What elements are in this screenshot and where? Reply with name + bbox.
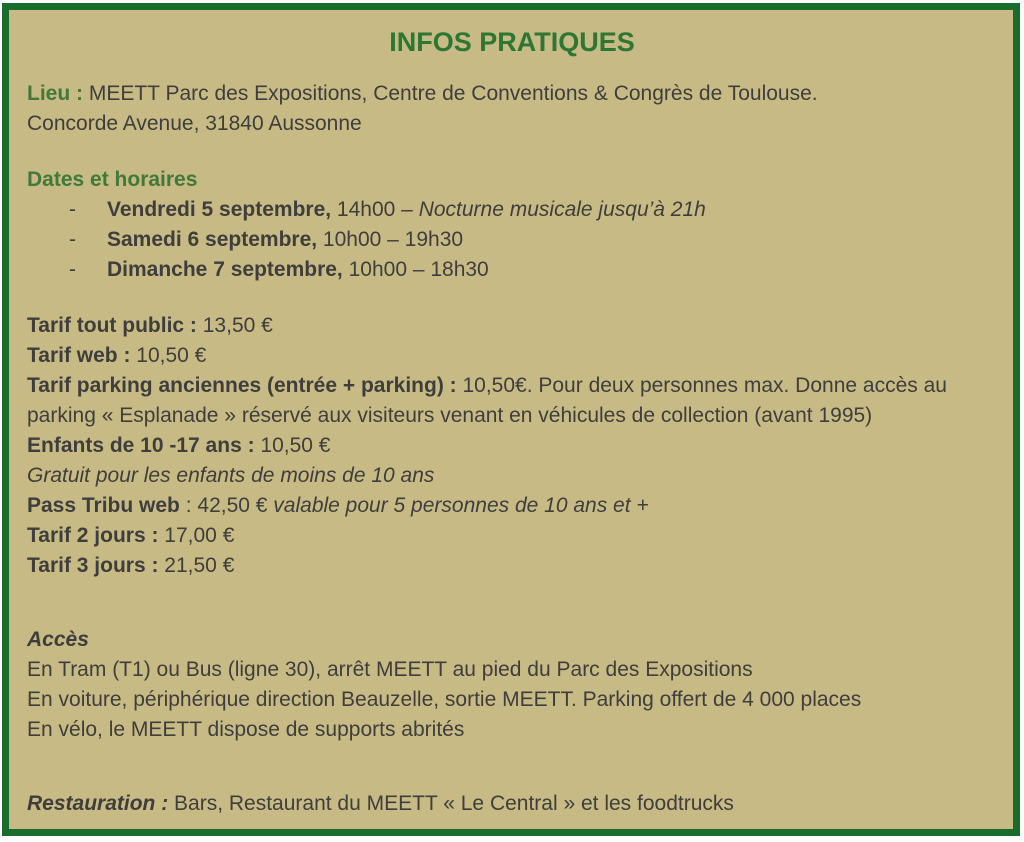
schedule-time: 10h00 – 19h30 (317, 228, 464, 251)
price-label: Tarif 3 jours : (27, 554, 159, 577)
schedule-item-friday (27, 195, 997, 225)
price-line-3-days (27, 551, 997, 581)
price-value: 10,50 € (130, 344, 207, 367)
price-label: Tarif 2 jours : (27, 524, 159, 547)
price-note: valable pour 5 personnes de 10 ans et + (273, 494, 649, 517)
price-line-free-children: Gratuit pour les enfants de moins de 10 ans (27, 464, 435, 487)
restauration-text: Bars, Restaurant du MEETT « Le Central » et les foodtrucks (168, 792, 734, 815)
access-line-bike: En vélo, le MEETT dispose de supports abrités (27, 718, 465, 741)
location-line-1 (27, 79, 997, 109)
bullet-dash: - (69, 198, 76, 221)
price-line-parking (27, 371, 997, 431)
price-line-pass-tribu (27, 491, 997, 521)
spacer (27, 581, 997, 625)
panel-title: INFOS PRATIQUES (389, 27, 635, 57)
location-label: Lieu : (27, 82, 83, 105)
schedule-note: Nocturne musicale jusqu’à 21h (418, 198, 706, 221)
price-value: 10,50 € (254, 434, 331, 457)
location-text: MEETT Parc des Expositions, Centre de Conventions & Congrès de Toulouse. (83, 82, 818, 105)
restauration-line (27, 789, 997, 819)
spacer (27, 139, 997, 165)
price-label: Tarif tout public : (27, 314, 197, 337)
access-heading: Accès (27, 628, 89, 651)
price-value: 17,00 € (158, 524, 235, 547)
schedule-heading: Dates et horaires (27, 168, 198, 191)
infos-pratiques-panel (2, 3, 1020, 836)
price-value: 13,50 € (196, 314, 273, 337)
schedule-day: Vendredi 5 septembre, (107, 198, 332, 221)
schedule-item-saturday (27, 225, 997, 255)
schedule-day: Dimanche 7 septembre, (107, 258, 343, 281)
price-label: Enfants de 10 -17 ans : (27, 434, 255, 457)
price-line-2-days (27, 521, 997, 551)
spacer (27, 285, 997, 311)
bullet-dash: - (69, 228, 76, 251)
price-value: 21,50 € (158, 554, 235, 577)
price-value: : 42,50 € (179, 494, 274, 517)
price-label: Tarif parking anciennes (entrée + parking) : (27, 374, 457, 397)
access-line-car: En voiture, périphérique direction Beauzelle, sortie MEETT. Parking offert de 4 000 places (27, 688, 862, 711)
price-line-web (27, 341, 997, 371)
spacer (27, 745, 997, 789)
restauration-label: Restauration : (27, 792, 169, 815)
schedule-time: 10h00 – 18h30 (342, 258, 489, 281)
schedule-day: Samedi 6 septembre, (107, 228, 318, 251)
schedule-time: 14h00 – (331, 198, 419, 221)
price-value: 10,50€. Pour deux personnes max. Donne accès au parking « Esplanade » réservé aux visiteurs venant en véhicules de collection (avant 1995) (27, 374, 947, 427)
price-line-public (27, 311, 997, 341)
access-line-tram: En Tram (T1) ou Bus (ligne 30), arrêt MEETT au pied du Parc des Expositions (27, 658, 753, 681)
price-label: Tarif web : (27, 344, 131, 367)
price-line-children (27, 431, 997, 461)
schedule-item-sunday (27, 255, 997, 285)
price-label: Pass Tribu web (27, 494, 180, 517)
bullet-dash: - (69, 258, 76, 281)
location-line-2: Concorde Avenue, 31840 Aussonne (27, 112, 362, 135)
